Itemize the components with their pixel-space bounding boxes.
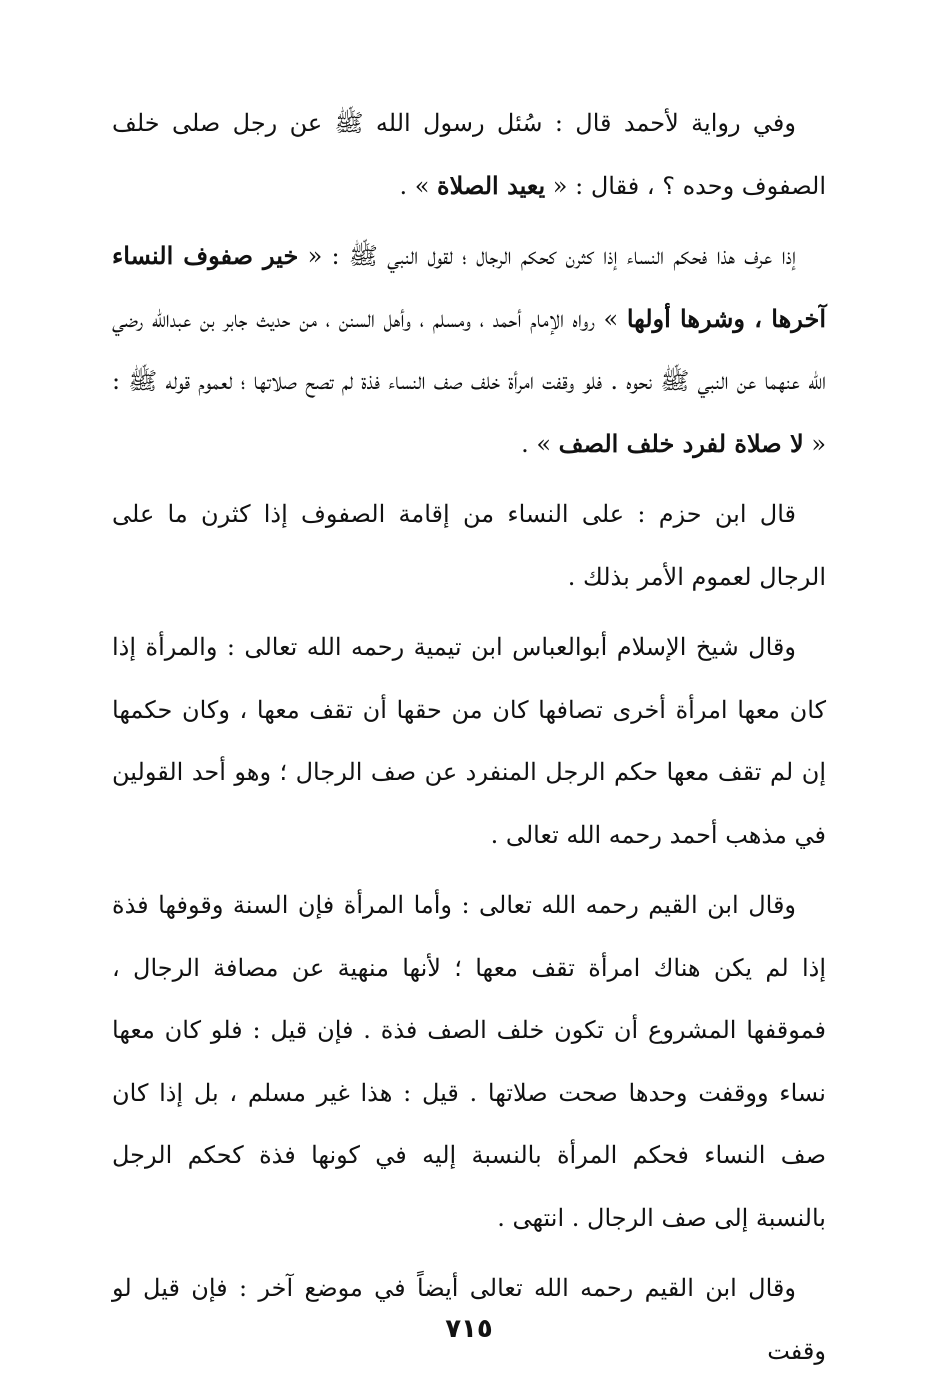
paragraph-text: وقال شيخ الإسلام أبوالعباس ابن تيمية رحمه الله تعالى : والمرأة إذا كان معها امرأة أخرى تصافها كان من حقها أن تقف معها ، وكان حكمها إن لم تقف معها حكم الرجل المنفرد عن صف الرجال ؛ وهو أحد القولين في مذهب أحمد رحمه الله تعالى .	[112, 633, 826, 849]
paragraph	[112, 874, 826, 1249]
paragraph-text: قال ابن حزم : على النساء من إقامة الصفوف إذا كثرن ما على الرجال لعموم الأمر بذلك .	[112, 500, 826, 591]
hadith-quote: لا صلاة لفرد خلف الصف	[558, 428, 804, 458]
hadith-quote: خير صفوف النساء آخرها ، وشرها أولها	[112, 241, 826, 333]
paragraph-text: وقال ابن القيم رحمه الله تعالى : وأما المرأة فإن السنة وقوفها فذة إذا لم يكن هناك امرأة تقف معها ؛ لأنها منهية عن مصافة الرجال ، فموقفها المشروع أن تكون خلف الصف فذة . فإن قيل : فلو كان معها نساء ووقفت وحدها صحت صلاتها . قيل : هذا غير مسلم ، بل إذا كان صف النساء فحكم المرأة بالنسبة إليه في كونها فذة كحكم الرجل بالنسبة إلى صف الرجال . انتهى .	[112, 891, 826, 1232]
page-body	[112, 92, 826, 1382]
paragraph-text: وفي رواية لأحمد قال : سُئل رسول الله ﷺ عن رجل صلى خلف الصفوف وحده ؟ ، فقال : «	[112, 109, 826, 200]
paragraph	[112, 616, 826, 866]
paragraph	[112, 483, 826, 608]
hadith-quote: يعيد الصلاة	[437, 170, 546, 200]
paragraph-text: » .	[521, 429, 559, 458]
page-number: ٧١٥	[445, 1314, 493, 1344]
paragraph-text: » .	[399, 171, 438, 200]
paragraph	[112, 225, 826, 475]
paragraph-text: إذا عرف هذا فحكم النساء إذا كثرن كحكم الرجال ؛ لقول النبي ﷺ : «	[298, 242, 797, 270]
paragraph-text: » رواه الإمام أحمد ، ومسلم ، وأهل السنن ، من حديث جابر بن عبدالله رضي الله عنهما عن النبي ﷺ نحوه . فلو وقفت امرأة خلف صف النساء فذة لم تصح صلاتها ؛ لعموم قوله ﷺ : «	[112, 304, 826, 458]
paragraph-text: وقال ابن القيم رحمه الله تعالى أيضاً في موضع آخر : فإن قيل لو وقفت	[112, 1274, 826, 1365]
paragraph	[112, 92, 826, 217]
